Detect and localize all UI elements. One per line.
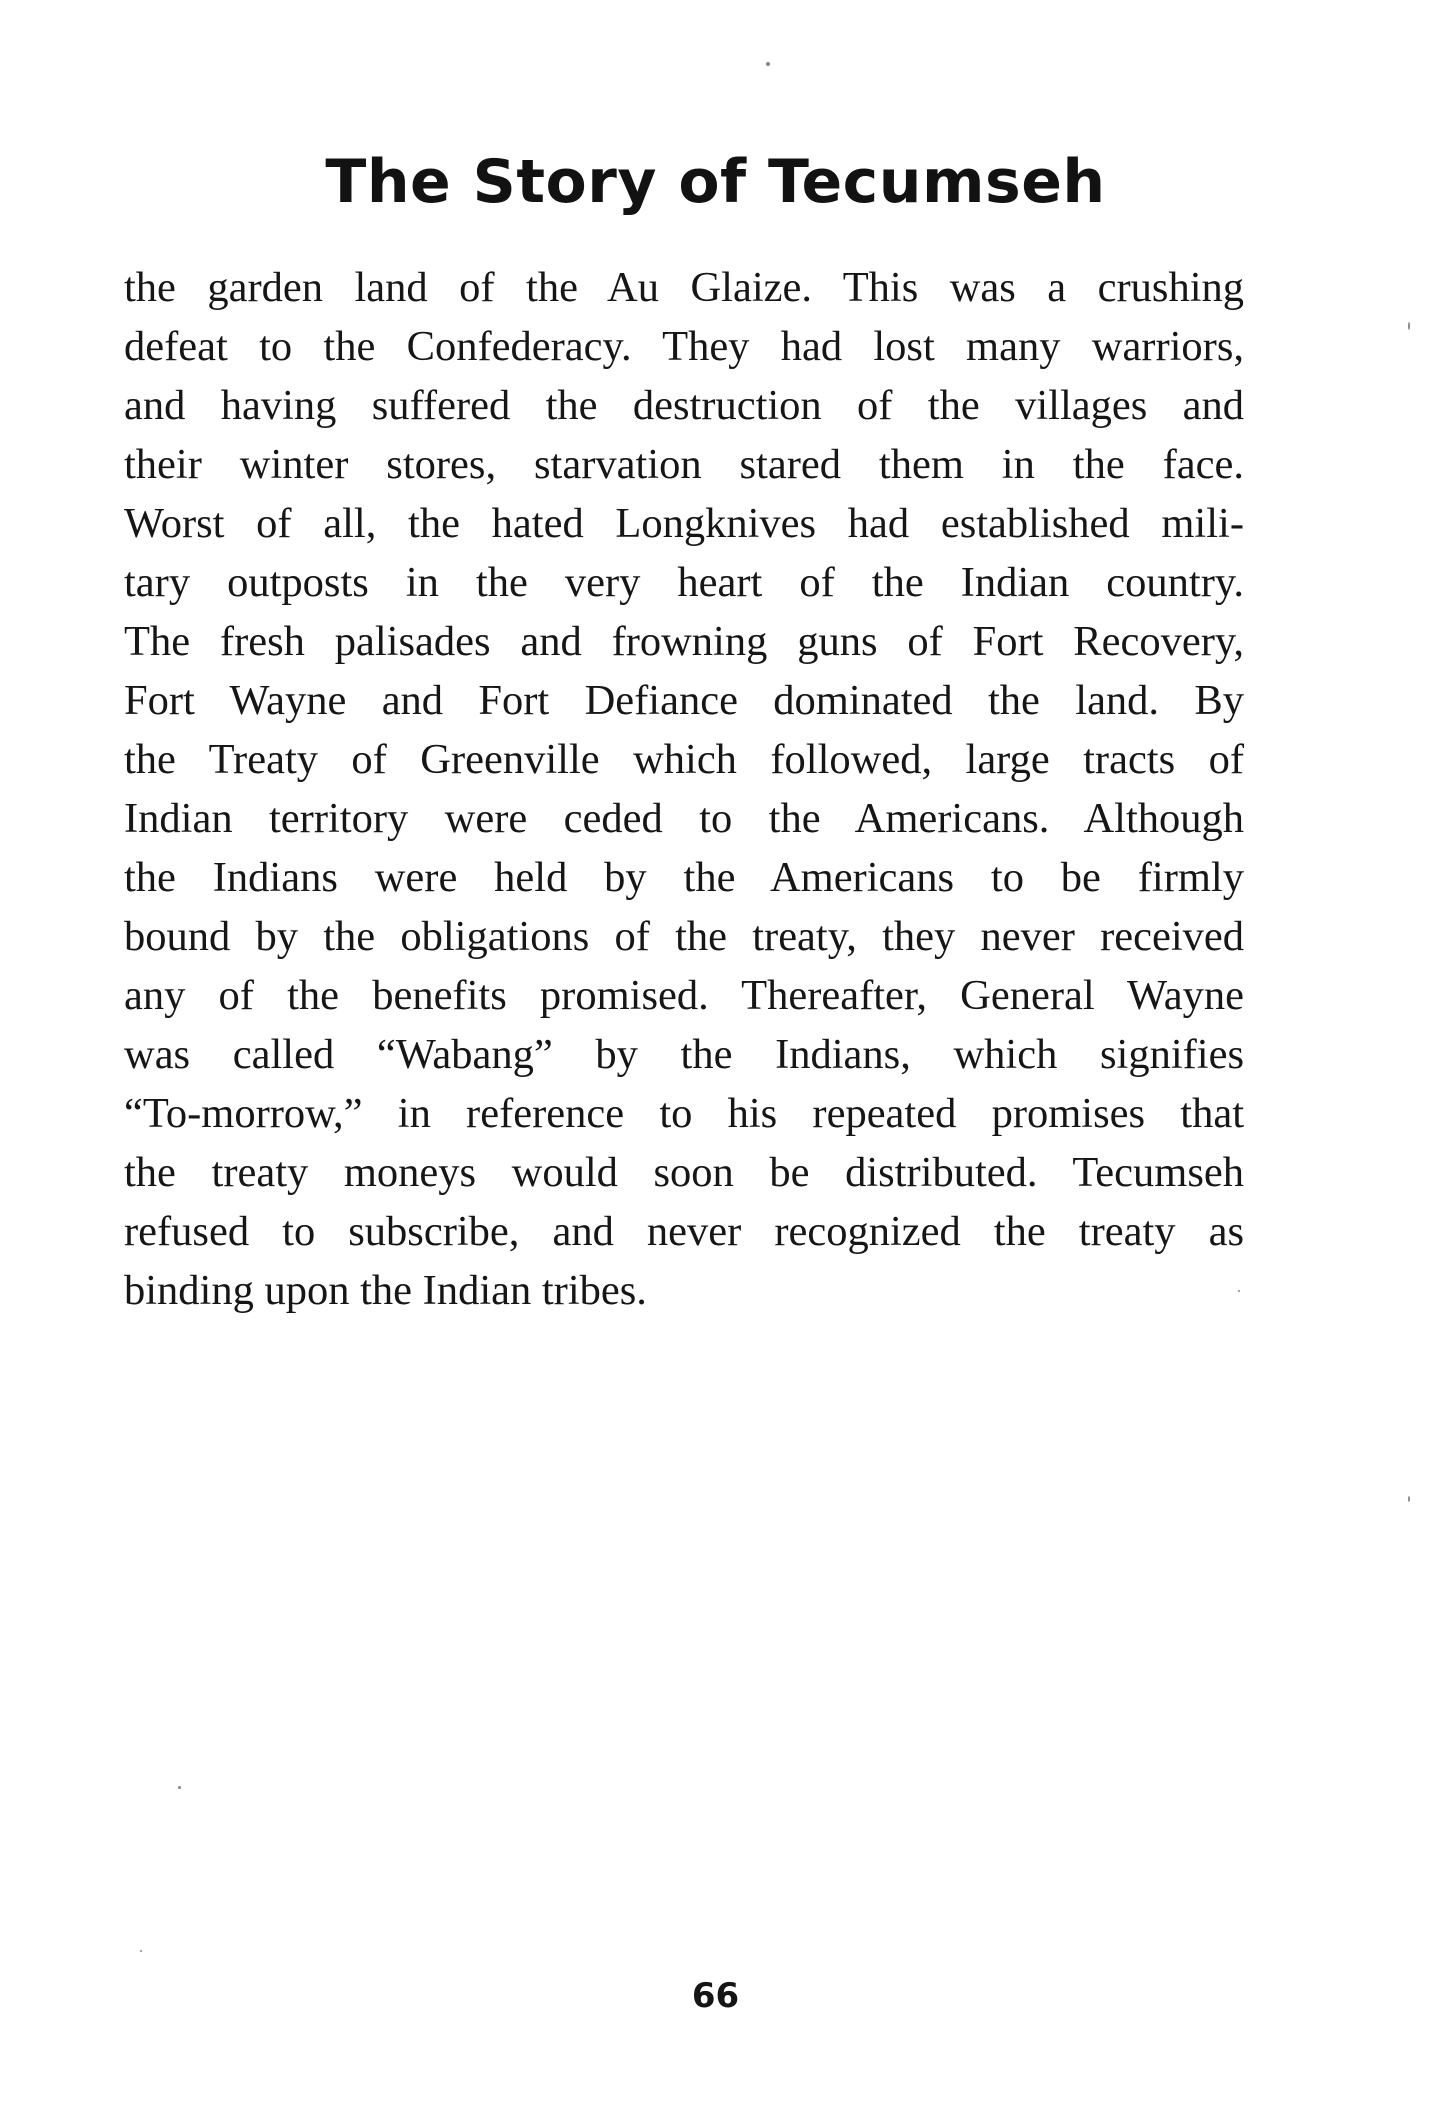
scan-speck [178,1786,181,1789]
scan-speck [140,1950,142,1952]
text-line: any of the benefits promised. Thereafter, General Wayne [124,972,1244,1019]
text-line: refused to subscribe, and never recognized the treaty as [124,1208,1244,1255]
scan-speck [766,62,770,66]
text-line: binding upon the Indian tribes. [124,1267,647,1314]
running-head-title: The Story of Tecumseh [325,147,1106,217]
scan-speck [1408,322,1410,330]
text-line: Indian territory were ceded to the Americans. Although [124,795,1244,842]
text-line: was called “Wabang” by the Indians, which signifies [124,1031,1244,1078]
text-line: the garden land of the Au Glaize. This was a crushing [124,264,1244,311]
text-line: The fresh palisades and frowning guns of Fort Recovery, [124,618,1244,665]
text-line: the treaty moneys would soon be distributed. Tecumseh [124,1149,1244,1196]
text-line: tary outposts in the very heart of the Indian country. [124,559,1244,606]
page-number: 66 [691,1976,740,2016]
scan-speck [1238,1290,1240,1292]
body-paragraph [124,258,1244,1320]
text-line: Fort Wayne and Fort Defiance dominated the land. By [124,677,1244,724]
text-line: their winter stores, starvation stared them in the face. [124,441,1244,488]
scan-speck [1408,1496,1410,1502]
text-line: “To-morrow,” in reference to his repeated promises that [124,1090,1244,1137]
text-line: defeat to the Confederacy. They had lost many warriors, [124,323,1244,370]
text-line: the Indians were held by the Americans to be firmly [124,854,1244,901]
text-line: Worst of all, the hated Longknives had established mili- [124,500,1244,547]
text-line: the Treaty of Greenville which followed, large tracts of [124,736,1244,783]
text-line: and having suffered the destruction of the villages and [124,382,1244,429]
text-line: bound by the obligations of the treaty, they never received [124,913,1244,960]
